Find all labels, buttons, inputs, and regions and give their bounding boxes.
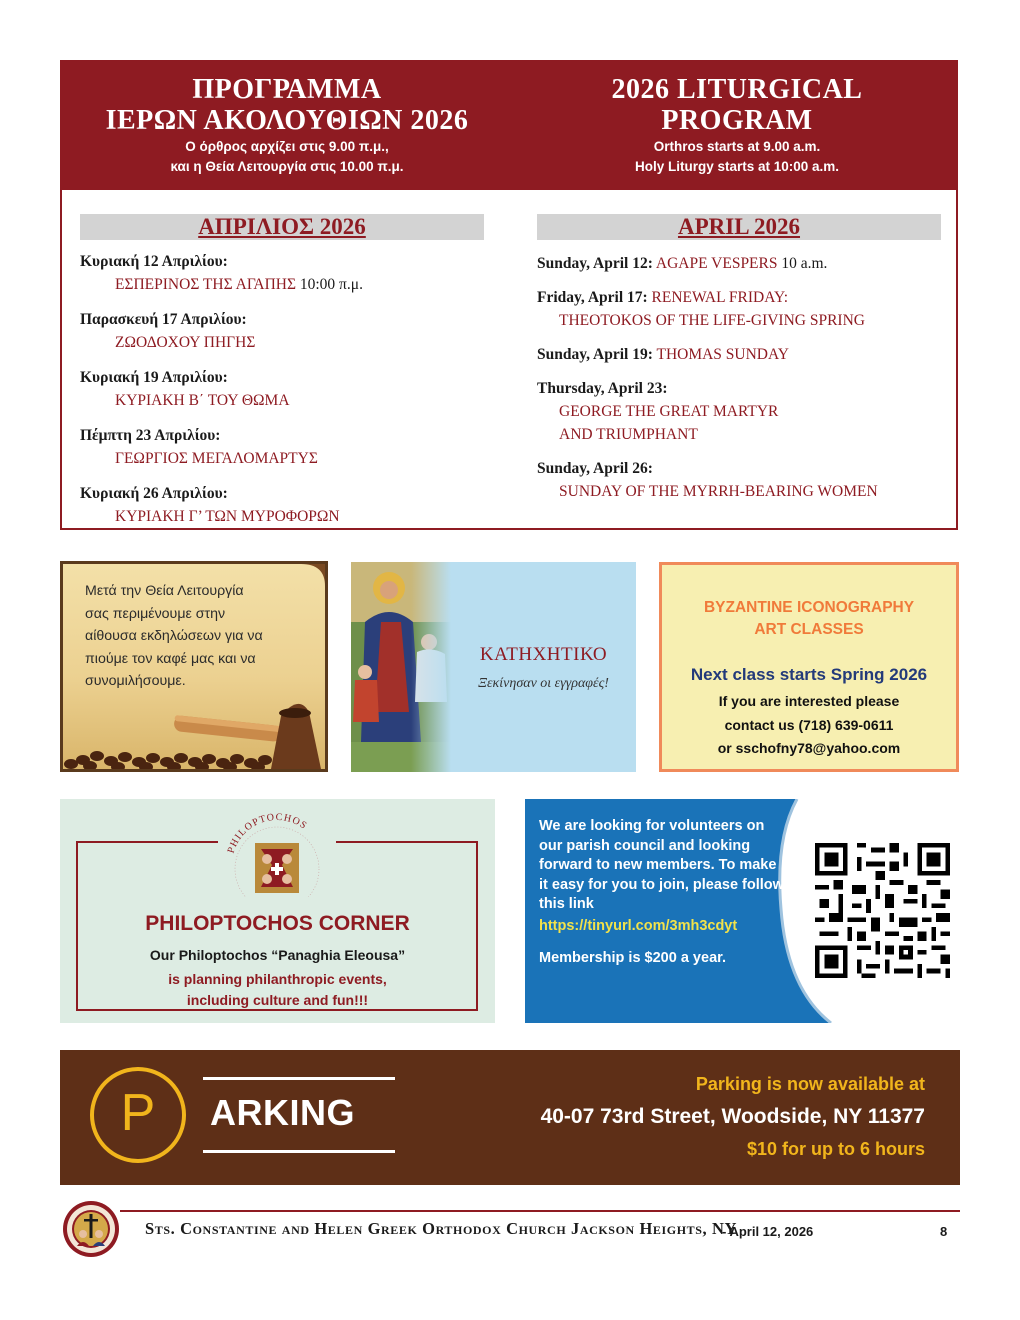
iconography-email: or sschofny78@yahoo.com — [717, 740, 901, 756]
volunteers-card — [525, 799, 958, 1023]
philoptochos-logo-text: PHILOPTOCHOS — [225, 811, 310, 855]
event-day: Κυριακή 26 Απριλίου: — [80, 485, 228, 502]
volunteers-message: We are looking for volunteers on our parish council and looking forward to new members. To make it easy for you to join, please follow this link — [539, 818, 784, 913]
liturgical-program-box — [60, 60, 958, 530]
english-title-line1: 2026 LITURGICAL — [611, 74, 863, 105]
catechism-title: ΚΑΤΗΧΗΤΙΚΟ — [479, 644, 608, 665]
iconography-title-line2: ART CLASSES — [754, 621, 864, 638]
event-name: THOMAS SUNDAY — [652, 346, 789, 363]
philoptochos-description — [60, 969, 495, 1011]
greek-title-line2: ΙΕΡΩΝ ΑΚΟΛΟΥΘΙΩΝ 2026 — [105, 105, 469, 136]
qr-code-icon[interactable] — [815, 843, 950, 978]
english-header — [512, 74, 962, 178]
philoptochos-line3: including culture and fun!!! — [186, 992, 369, 1008]
philoptochos-line2: is planning philanthropic events, — [168, 971, 387, 987]
event-day: Friday, April 17: — [537, 289, 648, 306]
list-item — [80, 482, 500, 528]
english-title-line2: PROGRAM — [661, 105, 813, 136]
parking-word: ARKING — [210, 1092, 355, 1133]
christ-with-children-icon — [351, 562, 451, 772]
event-name: GEORGE THE GREAT MARTYR — [559, 403, 779, 420]
membership-fee: Membership is $200 a year. — [539, 949, 726, 966]
event-name: AGAPE VESPERS — [652, 255, 778, 272]
coffee-line: συνομιλήσουμε. — [85, 673, 186, 689]
philoptochos-line1: Our Philoptochos “Panaghia Eleousa” — [149, 947, 406, 963]
church-seal-icon — [62, 1200, 120, 1258]
parking-p-letter: P — [120, 1084, 156, 1142]
parking-banner — [60, 1050, 960, 1185]
event-day: Sunday, April 19: — [537, 346, 653, 363]
event-day: Κυριακή 19 Απριλίου: — [80, 369, 228, 386]
event-day: Κυριακή 12 Απριλίου: — [80, 253, 228, 270]
page-number: 8 — [940, 1224, 948, 1239]
iconography-line: If you are interested please — [718, 693, 900, 709]
event-name: ΚΥΡΙΑΚΗ Γ’ ΤΩΝ ΜΥΡΟΦΟΡΩΝ — [115, 508, 340, 525]
english-subtitle-line2: Holy Liturgy starts at 10:00 a.m. — [634, 159, 840, 174]
iconography-title-line1: BYZANTINE ICONOGRAPHY — [703, 599, 915, 616]
greek-header — [62, 74, 512, 178]
event-day: Sunday, April 26: — [537, 460, 653, 477]
greek-subtitle-line1: Ο όρθρος αρχίζει στις 9.00 π.μ., — [185, 139, 389, 154]
event-name: SUNDAY OF THE MYRRH-BEARING WOMEN — [559, 483, 878, 500]
program-header — [62, 62, 956, 190]
coffee-line: αίθουσα εκδηλώσεων για να — [85, 628, 263, 644]
event-name: ΓΕΩΡΓΙΟΣ ΜΕΓΑΛΟΜΑΡΤΥΣ — [115, 450, 318, 467]
parking-address: 40-07 73rd Street, Woodside, NY 11377 — [540, 1105, 925, 1128]
event-day: Πέμπτη 23 Απριλίου: — [80, 427, 221, 444]
greek-subtitle-line2: και η Θεία Λειτουργία στις 10.00 π.μ. — [170, 159, 404, 174]
list-item — [537, 343, 957, 366]
greek-event-list — [80, 250, 500, 540]
parking-availability: Parking is now available at — [695, 1074, 925, 1094]
parking-p-icon — [90, 1067, 186, 1163]
volunteers-text — [539, 817, 789, 968]
footer-date: - April 12, 2026 — [722, 1224, 814, 1239]
list-item — [537, 377, 957, 446]
iconography-title — [662, 597, 956, 641]
coffee-line: πιούμε τον καφέ μας και να — [85, 650, 256, 667]
philoptochos-title: PHILOPTOCHOS CORNER — [145, 912, 410, 935]
greek-title-line1: ΠΡΟΓΡΑΜΜΑ — [192, 74, 382, 105]
parking-price: $10 for up to 6 hours — [746, 1139, 925, 1159]
event-name: ΚΥΡΙΑΚΗ Β΄ ΤΟΥ ΘΩΜΑ — [115, 392, 290, 409]
list-item — [80, 250, 500, 296]
philoptochos-logo-icon — [218, 807, 336, 897]
list-item — [80, 366, 500, 412]
greek-month-heading: ΑΠΡΙΛΙΟΣ 2026 — [80, 214, 484, 240]
english-month-heading: APRIL 2026 — [537, 214, 941, 240]
list-item — [80, 424, 500, 470]
event-time: 10 a.m. — [777, 255, 828, 272]
english-subtitle-line1: Orthros starts at 9.00 a.m. — [653, 139, 821, 154]
parking-rule-top — [203, 1077, 395, 1080]
catechism-subtitle: Ξεκίνησαν οι εγγραφές! — [478, 676, 609, 691]
footer-rule — [120, 1210, 960, 1212]
event-name: RENEWAL FRIDAY: — [647, 289, 789, 306]
event-day: Παρασκευή 17 Απριλίου: — [80, 311, 247, 328]
footer-church-name: Sts. Constantine and Helen Greek Orthodox Church Jackson Heights, NY — [145, 1219, 738, 1238]
philoptochos-card — [60, 799, 495, 1023]
coffee-line: Μετά την Θεία Λειτουργία — [85, 583, 244, 599]
volunteers-link[interactable]: https://tinyurl.com/3mh3cdyt — [539, 917, 738, 934]
coffee-hour-card — [60, 561, 328, 772]
parking-rule-bottom — [203, 1150, 395, 1153]
iconography-next-class: Next class starts Spring 2026 — [690, 665, 928, 684]
coffee-line: σας περιμένουμε στην — [85, 605, 226, 622]
event-time: 10:00 π.μ. — [296, 276, 363, 293]
event-day: Sunday, April 12: — [537, 255, 653, 272]
event-name — [80, 273, 500, 296]
list-item — [537, 286, 957, 332]
list-item — [537, 252, 957, 275]
list-item — [80, 308, 500, 354]
iconography-phone: contact us (718) 639-0611 — [724, 716, 894, 733]
event-day: Thursday, April 23: — [537, 380, 668, 397]
catechism-card — [351, 562, 636, 772]
event-name-line2: THEOTOKOS OF THE LIFE-GIVING SPRING — [559, 312, 865, 329]
event-title: ΕΣΠΕΡΙΝΟΣ ΤΗΣ ΑΓΑΠΗΣ — [115, 276, 296, 293]
iconography-classes-card — [659, 562, 959, 772]
coffee-card-inner — [63, 564, 325, 769]
event-name-line2: AND TRIUMPHANT — [559, 426, 698, 443]
coffee-pot-illustration — [63, 564, 325, 769]
english-event-list — [537, 252, 957, 514]
list-item — [537, 457, 957, 503]
event-name: ΖΩΟΔΟΧΟΥ ΠΗΓΗΣ — [115, 334, 256, 351]
iconography-contact — [662, 690, 956, 761]
